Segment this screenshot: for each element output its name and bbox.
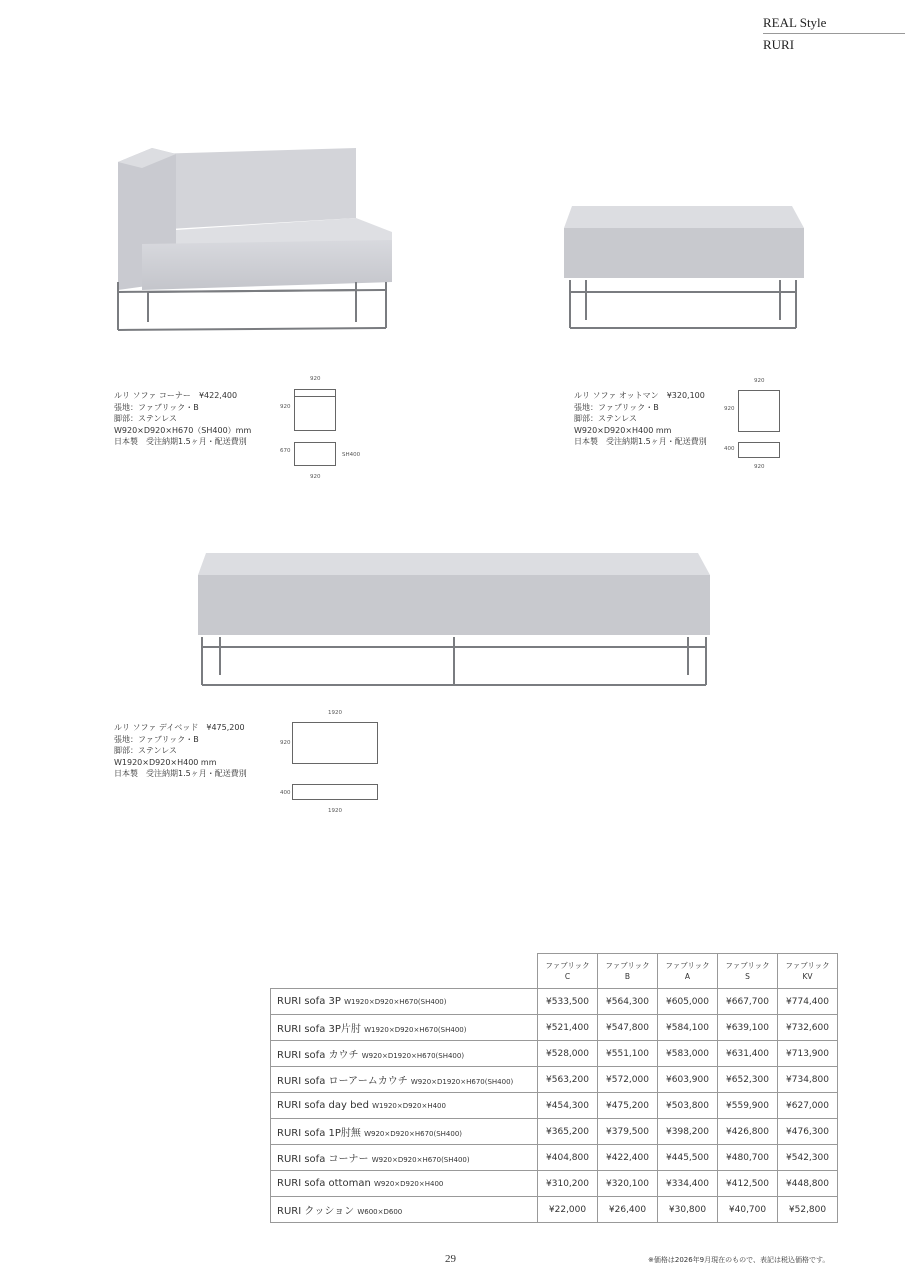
price-cell: ¥713,900 [778, 1041, 838, 1067]
price-cell: ¥480,700 [718, 1145, 778, 1171]
model-size: W600×D600 [357, 1208, 403, 1216]
plan-view [738, 390, 780, 432]
model-size: W920×D1920×H670(SH400) [361, 1052, 465, 1060]
price-cell: ¥475,200 [598, 1093, 658, 1119]
table-row [271, 1197, 838, 1223]
price-cell: ¥379,500 [598, 1119, 658, 1145]
table-row [271, 1171, 838, 1197]
price-cell: ¥603,900 [658, 1067, 718, 1093]
price-cell: ¥404,800 [538, 1145, 598, 1171]
delivery-note: 日本製 受注納期1.5ヶ月・配送費別 [574, 437, 707, 446]
model-cell [271, 1119, 538, 1145]
size-spec: W1920×D920×H400 mm [114, 757, 217, 767]
price-cell: ¥652,300 [718, 1067, 778, 1093]
delivery-note: 日本製 受注納期1.5ヶ月・配送費別 [114, 769, 247, 778]
spec-corner-sofa [114, 390, 251, 448]
product-price: ¥320,100 [666, 391, 705, 400]
model-cell [271, 1041, 538, 1067]
page-header [763, 14, 905, 53]
product-line-title: RURI [763, 37, 795, 52]
model-cell [271, 1145, 538, 1171]
corner-sofa-diagram [280, 376, 360, 486]
legs-spec: 脚部：ステンレス [574, 414, 637, 423]
model-size: W920×D1920×H670(SH400) [410, 1078, 514, 1086]
column-header: ファブリック S [718, 954, 778, 989]
plan-view [292, 722, 378, 764]
price-cell: ¥584,100 [658, 1015, 718, 1041]
series-label: REAL Style [763, 15, 827, 30]
price-cell: ¥422,400 [598, 1145, 658, 1171]
price-cell: ¥476,300 [778, 1119, 838, 1145]
table-header-blank [271, 954, 538, 989]
price-cell: ¥30,800 [658, 1197, 718, 1223]
front-view [292, 784, 378, 800]
model-size: W1920×D920×H670(SH400) [364, 1026, 467, 1034]
price-cell: ¥774,400 [778, 989, 838, 1015]
dim-front-height: 670 [280, 448, 291, 454]
dim-seat-height: SH400 [342, 452, 361, 458]
model-size: W1920×D920×H670(SH400) [344, 998, 447, 1006]
size-spec: W920×D920×H400 mm [574, 425, 672, 435]
dim-bottom-width: 920 [754, 464, 765, 470]
price-cell: ¥412,500 [718, 1171, 778, 1197]
delivery-note: 日本製 受注納期1.5ヶ月・配送費別 [114, 437, 247, 446]
price-cell: ¥627,000 [778, 1093, 838, 1119]
ottoman-diagram [724, 378, 804, 473]
dim-bottom-width: 920 [310, 474, 321, 480]
model-cell [271, 1197, 538, 1223]
price-cell: ¥454,300 [538, 1093, 598, 1119]
column-header: ファブリック C [538, 954, 598, 989]
price-cell: ¥564,300 [598, 989, 658, 1015]
price-cell: ¥734,800 [778, 1067, 838, 1093]
price-cell: ¥445,500 [658, 1145, 718, 1171]
table-header-row [271, 954, 838, 989]
dim-top-depth: 920 [280, 740, 291, 746]
dim-front-height: 400 [724, 446, 735, 452]
table-row [271, 1015, 838, 1041]
model-cell [271, 1093, 538, 1119]
price-cell: ¥320,100 [598, 1171, 658, 1197]
model-name: RURI クッション [277, 1206, 355, 1217]
price-cell: ¥542,300 [778, 1145, 838, 1171]
front-view [738, 442, 780, 458]
model-size: W920×D920×H670(SH400) [364, 1130, 463, 1138]
model-name: RURI sofa コーナー [277, 1154, 369, 1165]
price-cell: ¥310,200 [538, 1171, 598, 1197]
dim-bottom-width: 1920 [328, 808, 342, 814]
model-name: RURI sofa 1P肘無 [277, 1128, 361, 1139]
dim-top-width: 1920 [328, 710, 342, 716]
model-size: W920×D920×H400 [373, 1180, 444, 1188]
price-cell: ¥521,400 [538, 1015, 598, 1041]
model-name: RURI sofa ottoman [277, 1178, 371, 1189]
header-divider [763, 33, 905, 34]
legs-spec: 脚部：ステンレス [114, 746, 177, 755]
price-cell: ¥528,000 [538, 1041, 598, 1067]
plan-view-back [294, 389, 336, 397]
price-cell: ¥547,800 [598, 1015, 658, 1041]
table-row [271, 1067, 838, 1093]
daybed-diagram [280, 710, 390, 820]
price-cell: ¥572,000 [598, 1067, 658, 1093]
price-cell: ¥639,100 [718, 1015, 778, 1041]
price-cell: ¥583,000 [658, 1041, 718, 1067]
daybed-photo [190, 545, 720, 690]
column-header: ファブリック A [658, 954, 718, 989]
fabric-spec: 張地：ファブリック・B [574, 402, 659, 412]
model-name: RURI sofa 3P片肘 [277, 1024, 361, 1035]
price-cell: ¥605,000 [658, 989, 718, 1015]
product-name: ルリ ソファ デイベッド [114, 723, 199, 732]
product-name: ルリ ソファ オットマン [574, 391, 659, 400]
model-cell [271, 1067, 538, 1093]
size-spec: W920×D920×H670（SH400）mm [114, 425, 252, 435]
table-row [271, 1093, 838, 1119]
dim-top-width: 920 [310, 376, 321, 382]
price-cell: ¥426,800 [718, 1119, 778, 1145]
model-cell [271, 1171, 538, 1197]
table-row [271, 1119, 838, 1145]
price-cell: ¥334,400 [658, 1171, 718, 1197]
table-row [271, 989, 838, 1015]
price-cell: ¥22,000 [538, 1197, 598, 1223]
price-cell: ¥559,900 [718, 1093, 778, 1119]
legs-spec: 脚部：ステンレス [114, 414, 177, 423]
price-cell: ¥563,200 [538, 1067, 598, 1093]
model-size: W920×D920×H670(SH400) [371, 1156, 470, 1164]
ottoman-photo [560, 200, 810, 335]
model-name: RURI sofa 3P [277, 996, 341, 1007]
price-cell: ¥503,800 [658, 1093, 718, 1119]
dim-top-depth: 920 [280, 404, 291, 410]
spec-ottoman [574, 390, 713, 448]
model-name: RURI sofa ローアームカウチ [277, 1076, 408, 1087]
price-table [270, 953, 838, 1223]
column-header: ファブリック KV [778, 954, 838, 989]
price-cell: ¥365,200 [538, 1119, 598, 1145]
price-cell: ¥533,500 [538, 989, 598, 1015]
price-cell: ¥732,600 [778, 1015, 838, 1041]
dim-top-depth: 920 [724, 406, 735, 412]
price-cell: ¥448,800 [778, 1171, 838, 1197]
model-cell [271, 989, 538, 1015]
product-price: ¥475,200 [206, 723, 245, 732]
model-size: W1920×D920×H400 [372, 1102, 446, 1110]
fabric-spec: 張地：ファブリック・B [114, 734, 199, 744]
column-header: ファブリック B [598, 954, 658, 989]
table-row [271, 1041, 838, 1067]
price-footnote: ※価格は2026年9月現在のもので、表記は税込価格です。 [648, 1256, 830, 1264]
model-cell [271, 1015, 538, 1041]
table-row [271, 1145, 838, 1171]
front-view [294, 442, 336, 466]
price-cell: ¥52,800 [778, 1197, 838, 1223]
product-price: ¥422,400 [198, 391, 238, 400]
price-cell: ¥26,400 [598, 1197, 658, 1223]
price-cell: ¥40,700 [718, 1197, 778, 1223]
model-name: RURI sofa カウチ [277, 1050, 359, 1061]
spec-daybed [114, 722, 253, 780]
fabric-spec: 張地：ファブリック・B [114, 402, 199, 412]
page-number: 29 [445, 1253, 456, 1265]
price-cell: ¥551,100 [598, 1041, 658, 1067]
product-name: ルリ ソファ コーナー [114, 391, 191, 400]
model-name: RURI sofa day bed [277, 1100, 369, 1111]
corner-sofa-photo [110, 140, 400, 340]
price-cell: ¥398,200 [658, 1119, 718, 1145]
price-cell: ¥667,700 [718, 989, 778, 1015]
dim-top-width: 920 [754, 378, 765, 384]
dim-front-height: 400 [280, 790, 291, 796]
price-cell: ¥631,400 [718, 1041, 778, 1067]
